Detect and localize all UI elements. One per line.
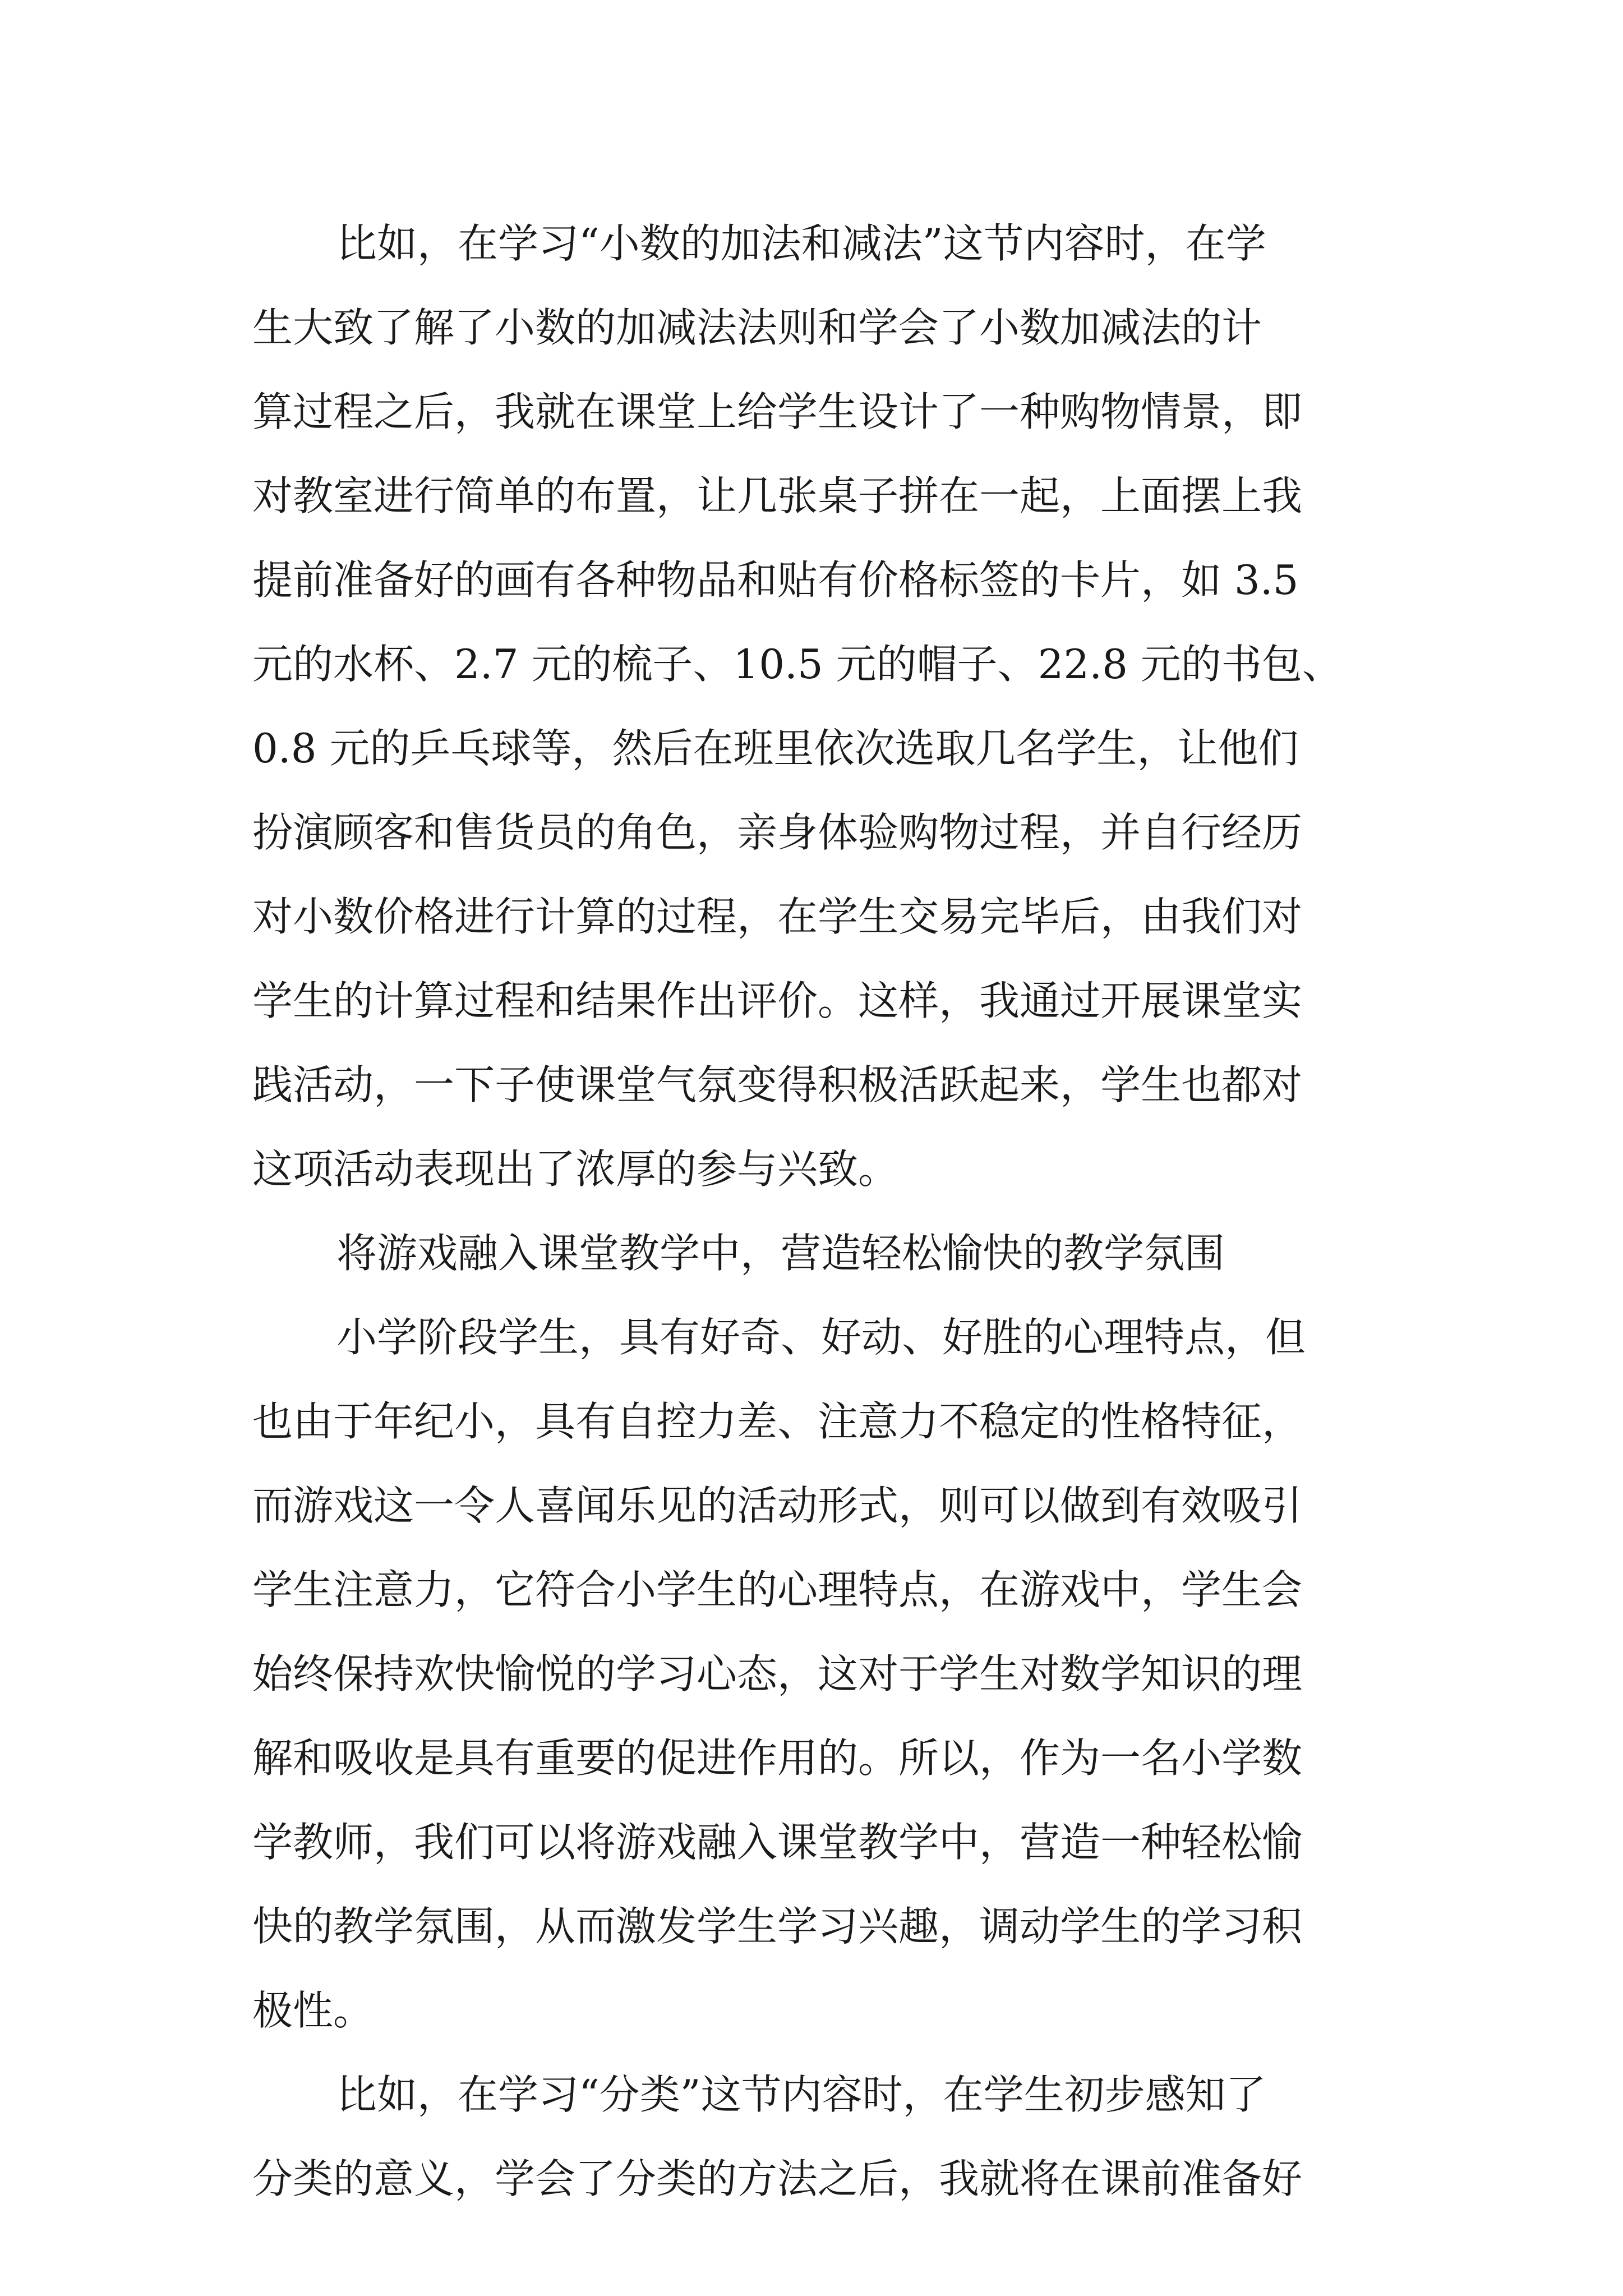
text-line: 解和吸收是具有重要的促进作用的。所以，作为一名小学数 xyxy=(252,1734,1303,1782)
text-line: 学教师，我们可以将游戏融入课堂教学中，营造一种轻松愉 xyxy=(252,1819,1303,1866)
text-line: 学生的计算过程和结果作出评价。这样，我通过开展课堂实 xyxy=(252,977,1303,1024)
section-heading: 将游戏融入课堂教学中，营造轻松愉快的教学氛围 xyxy=(336,1230,1225,1277)
text-line: 而游戏这一令人喜闻乐见的活动形式，则可以做到有效吸引 xyxy=(252,1482,1303,1529)
text-line: 提前准备好的画有各种物品和贴有价格标签的卡片，如 3.5 xyxy=(252,556,1299,604)
text-line: 对教室进行简单的布置，让几张桌子拼在一起，上面摆上我 xyxy=(252,472,1303,519)
text-line: 学生注意力，它符合小学生的心理特点，在游戏中，学生会 xyxy=(252,1566,1303,1613)
text-line: 小学阶段学生，具有好奇、好动、好胜的心理特点，但 xyxy=(336,1314,1306,1361)
text-line: 元的水杯、2.7 元的梳子、10.5 元的帽子、22.8 元的书包、 xyxy=(252,641,1343,688)
text-line: 对小数价格进行计算的过程，在学生交易完毕后，由我们对 xyxy=(252,893,1303,940)
text-line: 比如，在学习“小数的加法和减法”这节内容时，在学 xyxy=(336,220,1266,267)
text-line: 生大致了解了小数的加减法法则和学会了小数加减法的计 xyxy=(252,304,1262,351)
text-line: 践活动，一下子使课堂气氛变得积极活跃起来，学生也都对 xyxy=(252,1061,1303,1108)
text-line: 0.8 元的乒乓球等，然后在班里依次选取几名学生，让他们 xyxy=(252,725,1299,772)
text-line: 始终保持欢快愉悦的学习心态，这对于学生对数学知识的理 xyxy=(252,1650,1303,1697)
text-line: 分类的意义，学会了分类的方法之后，我就将在课前准备好 xyxy=(252,2155,1303,2202)
text-line: 这项活动表现出了浓厚的参与兴致。 xyxy=(252,1145,899,1193)
text-line: 比如，在学习“分类”这节内容时，在学生初步感知了 xyxy=(336,2071,1266,2118)
text-line: 也由于年纪小，具有自控力差、注意力不稳定的性格特征， xyxy=(252,1398,1303,1445)
text-line: 极性。 xyxy=(252,1987,374,2034)
text-line: 算过程之后，我就在课堂上给学生设计了一种购物情景，即 xyxy=(252,388,1303,435)
text-line: 快的教学氛围，从而激发学生学习兴趣，调动学生的学习积 xyxy=(252,1903,1303,1950)
text-line: 扮演顾客和售货员的角色，亲身体验购物过程，并自行经历 xyxy=(252,809,1303,856)
